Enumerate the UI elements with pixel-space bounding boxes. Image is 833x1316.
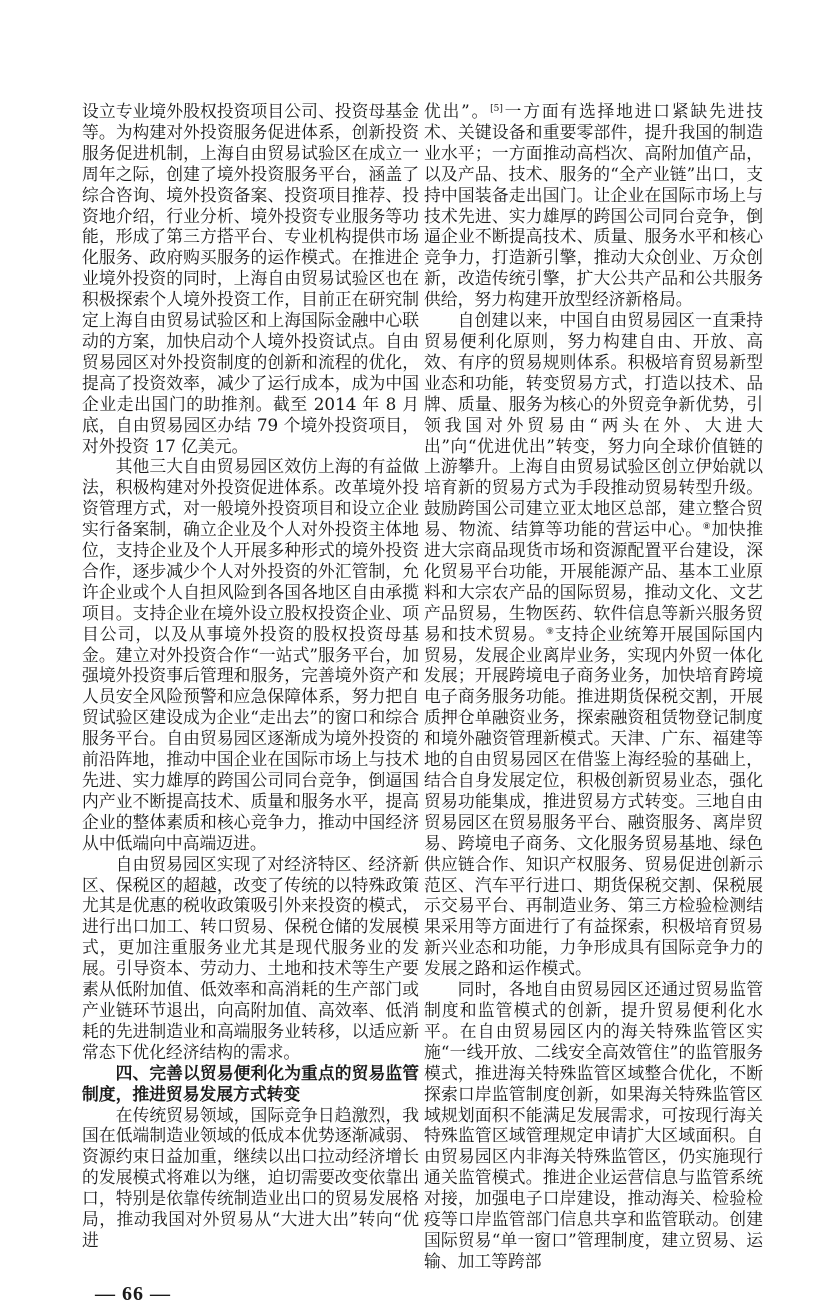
paragraph (424, 310, 763, 979)
paragraph-text: 其他三大自由贸易园区效仿上海的有益做法，积极构建对外投资促进体系。改革境外投资管理方式，对一般境外投资项目和设立企业实行备案制，确立企业及个人对外投资主体地位，支持企业及个人开展多种形式的境外投资合作，逐步减少个人对外投资的外汇管制，允许企业或个人自担风险到各国各地区自由承揽项目。支持企业在境外设立股权投资企业、项目公司，以及从事境外投资的股权投资母基金。建立对外投资合作“一站式”服务平台，加强境外投资事后管理和服务，完善境外资产和人员安全风险预警和应急保障体系，努力把自贸试验区建设成为企业“走出去”的窗口和综合服务平台。自由贸易园区逐渐成为境外投资的前沿阵地，推动中国企业在国际市场上与技术先进、实力雄厚的跨国公司同台竞争，倒逼国内产业不断提高技术、质量和服务水平，提高企业的整体素质和核心竞争力，推动中国经济从中低端向中高端迈进。 (82, 456, 419, 853)
paragraph-text: 在传统贸易领域，国际竞争日趋激烈，我国在低端制造业领域的低成本优势逐渐减弱、资源约束日益加重，继续以出口拉动经济增长的发展模式将难以为继，迫切需要改变依靠出口，特别是依靠传统制造业出口的贸易发展格局，推动我国对外贸易从“大进大出”转向“优进 (82, 1104, 419, 1250)
page-number: — 66 — (95, 1283, 171, 1305)
paragraph-text: 一方面有选择地进口紧缺先进技术、关键设备和重要零部件，提升我国的制造业水平；一方面推动高档次、高附加值产品，以及产品、技术、服务的“全产业链”出口，支持中国装备走出国门。让企业在国际市场上与技术先进、实力雄厚的跨国公司同台竞争，倒逼企业不断提高技术、质量、服务水平和核心竞争力，打造新引擎，推动大众创业、万众创新，改造传统引擎，扩大公共产品和公共服务供给，努力构建开放型经济新格局。 (424, 101, 763, 310)
paragraph-text: 自创建以来，中国自由贸易园区一直秉持贸易便利化原则，努力构建自由、开放、高效、有序的贸易规则体系。积极培育贸易新型业态和功能，转变贸易方式，打造以技术、品牌、质量、服务为核心的外贸竞争新优势，引领我国对外贸易由“两头在外、大进大出”向“优进优出”转变，努力向全球价值链的上游攀升。上海自由贸易试验区创立伊始就以培育新的贸易方式为手段推动贸易转型升级。鼓励跨国公司建立亚太地区总部，建立整合贸易、物流、结算等功能的营运中心。 (424, 310, 763, 540)
paragraph-text: 优出”。 (424, 101, 491, 121)
section-heading (82, 1063, 419, 1105)
footnote-marker: ⑧ (702, 522, 712, 533)
paragraph-text: 自由贸易园区实现了对经济特区、经济新区、保税区的超越，改变了传统的以特殊政策尤其是优惠的税收政策吸引外来投资的模式，进行出口加工、转口贸易、保税仓储的发展模式，更加注重服务业尤其是现代服务业的发展。引导资本、劳动力、土地和技术等生产要素从低附加值、低效率和高消耗的生产部门或产业链环节退出，向高附加值、高效率、低消耗的先进制造业和高端服务业转移，以适应新常态下优化经济结构的需求。 (82, 853, 419, 1062)
paragraph (82, 854, 419, 1063)
paragraph (82, 456, 419, 853)
paragraph (424, 101, 763, 310)
left-column (82, 101, 419, 1251)
paragraph-text: 支持企业统筹开展国际国内贸易，发展企业离岸业务，实现内外贸一体化发展；开展跨境电子商务业务，加快培育跨境电子商务服务功能。推进期货保税交割，开展质押仓单融资业务，探索融资租赁物登记制度和境外融资管理新模式。天津、广东、福建等地的自由贸易园区在借鉴上海经验的基础上，结合自身发展定位，积极创新贸易业态，强化贸易功能集成，推进贸易方式转变。三地自由贸易园区在贸易服务平台、融资服务、离岸贸易、跨境电子商务、文化服务贸易基地、绿色供应链合作、知识产权服务、贸易促进创新示范区、汽车平行进口、期货保税交割、保税展示交易平台、再制造业务、第三方检验检测结果采用等方面进行了有益探索，积极培育贸易新兴业态和功能，力争形成具有国际竞争力的发展之路和运作模式。 (424, 623, 763, 979)
paragraph-text: 设立专业境外股权投资项目公司、投资母基金等。为构建对外投资服务促进体系，创新投资服务促进机制，上海自由贸易试验区在成立一周年之际，创建了境外投资服务平台，涵盖了综合咨询、境外投资备案、投资项目推荐、投资地介绍，行业分析、境外投资专业服务等功能，形成了第三方搭平台、专业机构提供市场化服务、政府购买服务的运作模式。在推进企业境外投资的同时，上海自由贸易试验区也在积极探索个人境外投资工作，目前正在研究制定上海自由贸易试验区和上海国际金融中心联动的方案，加快启动个人境外投资试点。自由贸易园区对外投资制度的创新和流程的优化，提高了投资效率，减少了运行成本，成为中国企业走出国门的助推剂。截至 2014 年 8 月底，自由贸易园区办结 79 个境外投资项目，对外投资 17 亿美元。 (82, 101, 419, 456)
paragraph (82, 1105, 419, 1251)
paragraph-text: 同时，各地自由贸易园区还通过贸易监管制度和监管模式的创新，提升贸易便利化水平。在自由贸易园区内的海关特殊监管区实施“一线开放、二线安全高效管住”的监管服务模式，推进海关特殊监管区域整合优化，不断探索口岸监管制度创新，如果海关特殊监管区域规划面积不能满足发展需求，可按现行海关特殊监管区域管理规定申请扩大区域面积。自由贸易园区内非海关特殊监管区，仍实施现行通关监管模式。推进企业运营信息与监管系统对接，加强电子口岸建设，推动海关、检验检疫等口岸监管部门信息共享和监管联动。创建国际贸易“单一窗口”管理制度，建立贸易、运输、加工等跨部 (424, 979, 763, 1271)
footnote-marker: [5] (490, 104, 503, 114)
paragraph-text: 加快推进大宗商品现货市场和资源配置平台建设，深化贸易平台功能，开展能源产品、基本工业原料和大宗农产品的国际贸易，推动文化、文艺产品贸易，生物医药、软件信息等新兴服务贸易和技术贸易。 (424, 519, 763, 644)
paragraph (82, 101, 419, 456)
paragraph-text: 四、完善以贸易便利化为重点的贸易监管制度，推进贸易发展方式转变 (82, 1062, 419, 1104)
right-column (424, 101, 763, 1272)
paragraph (424, 979, 763, 1272)
footnote-marker: ⑨ (545, 626, 555, 637)
